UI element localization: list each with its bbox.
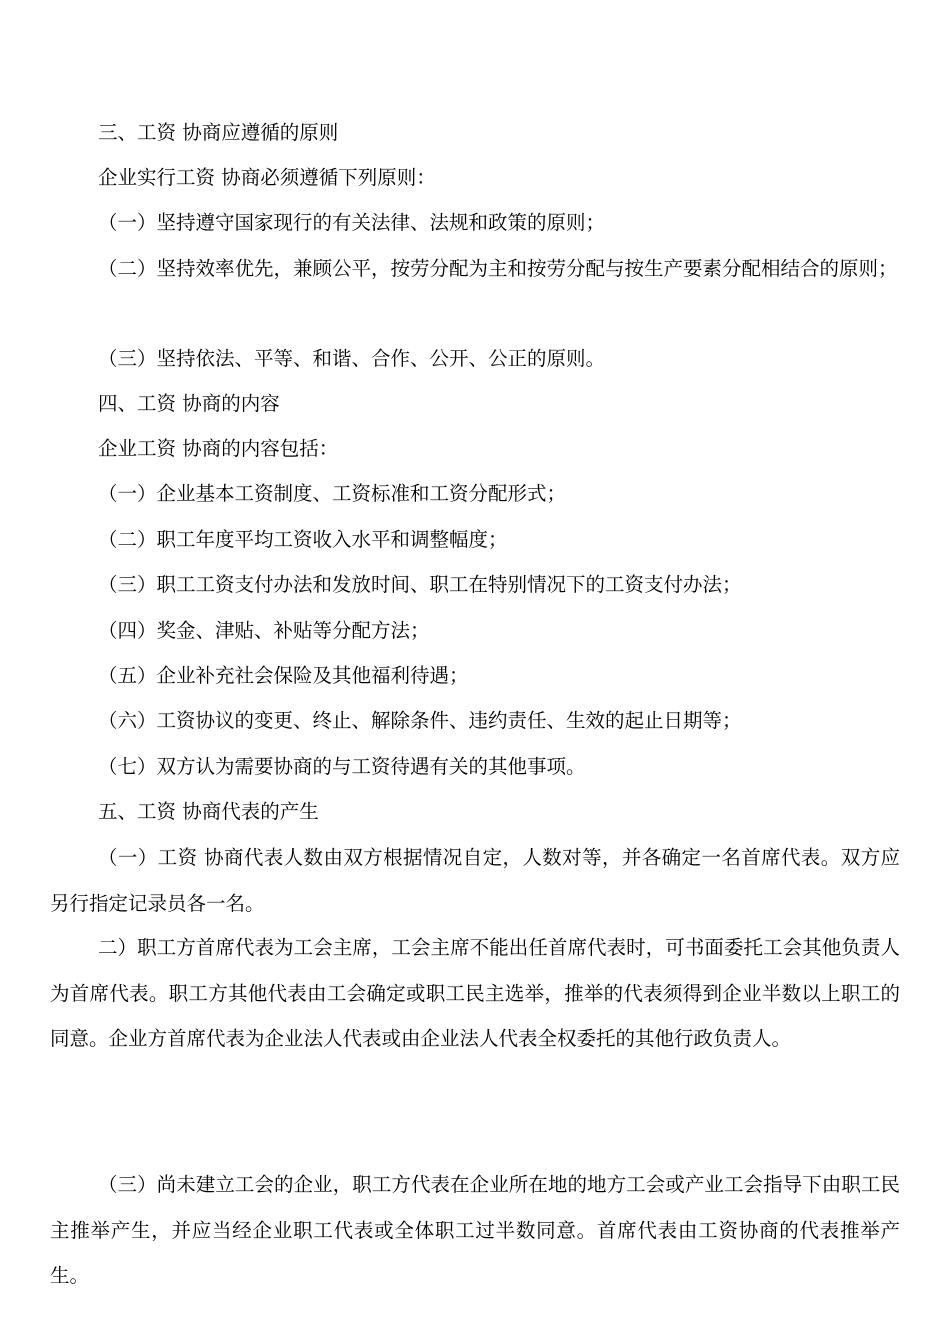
content-item-6: （六）工资协议的变更、终止、解除条件、违约责任、生效的起止日期等； (98, 709, 742, 732)
content-item-2: （二）职工年度平均工资收入水平和调整幅度； (98, 528, 508, 551)
content-item-5: （五）企业补充社会保险及其他福利待遇； (98, 664, 469, 687)
content-item-7: （七）双方认为需要协商的与工资待遇有关的其他事项。 (98, 755, 586, 778)
content-item-4: （四）奖金、津贴、补贴等分配方法； (98, 619, 430, 642)
principle-item-1: （一）坚持遵守国家现行的有关法律、法规和政策的原则； (98, 211, 606, 234)
paragraph-principles-intro: 企业实行工资 协商必须遵循下列原则： (98, 166, 436, 189)
representative-item-2: 二）职工方首席代表为工会主席，工会主席不能出任首席代表时，可书面委托工会其他负责人为首席代表。职工方其他代表由工会确定或职工民主选举，推举的代表须得到企业半数以上职工的同意。企业方首席代表为企业法人代表或由企业法人代表全权委托的其他行政负责人。 (50, 936, 900, 1050)
section-heading-5: 五、工资 协商代表的产生 (98, 800, 319, 823)
paragraph-content-intro: 企业工资 协商的内容包括： (98, 437, 339, 460)
representative-item-3: （三）尚未建立工会的企业，职工方代表在企业所在地的地方工会或产业工会指导下由职工民主推举产生，并应当经企业职工代表或全体职工过半数同意。首席代表由工资协商的代表推举产生。 (50, 1173, 900, 1287)
section-heading-3: 三、工资 协商应遵循的原则 (98, 121, 339, 144)
principle-item-3: （三）坚持依法、平等、和谐、合作、公开、公正的原则。 (98, 347, 606, 370)
content-item-1: （一）企业基本工资制度、工资标准和工资分配形式； (98, 482, 567, 505)
content-item-3: （三）职工工资支付办法和发放时间、职工在特别情况下的工资支付办法； (98, 573, 742, 596)
principle-item-2: （二）坚持效率优先，兼顾公平，按劳分配为主和按劳分配与按生产要素分配相结合的原则； (98, 257, 898, 280)
section-heading-4: 四、工资 协商的内容 (98, 392, 280, 415)
representative-item-1: （一）工资 协商代表人数由双方根据情况自定，人数对等，并各确定一名首席代表。双方应另行指定记录员各一名。 (50, 846, 900, 915)
